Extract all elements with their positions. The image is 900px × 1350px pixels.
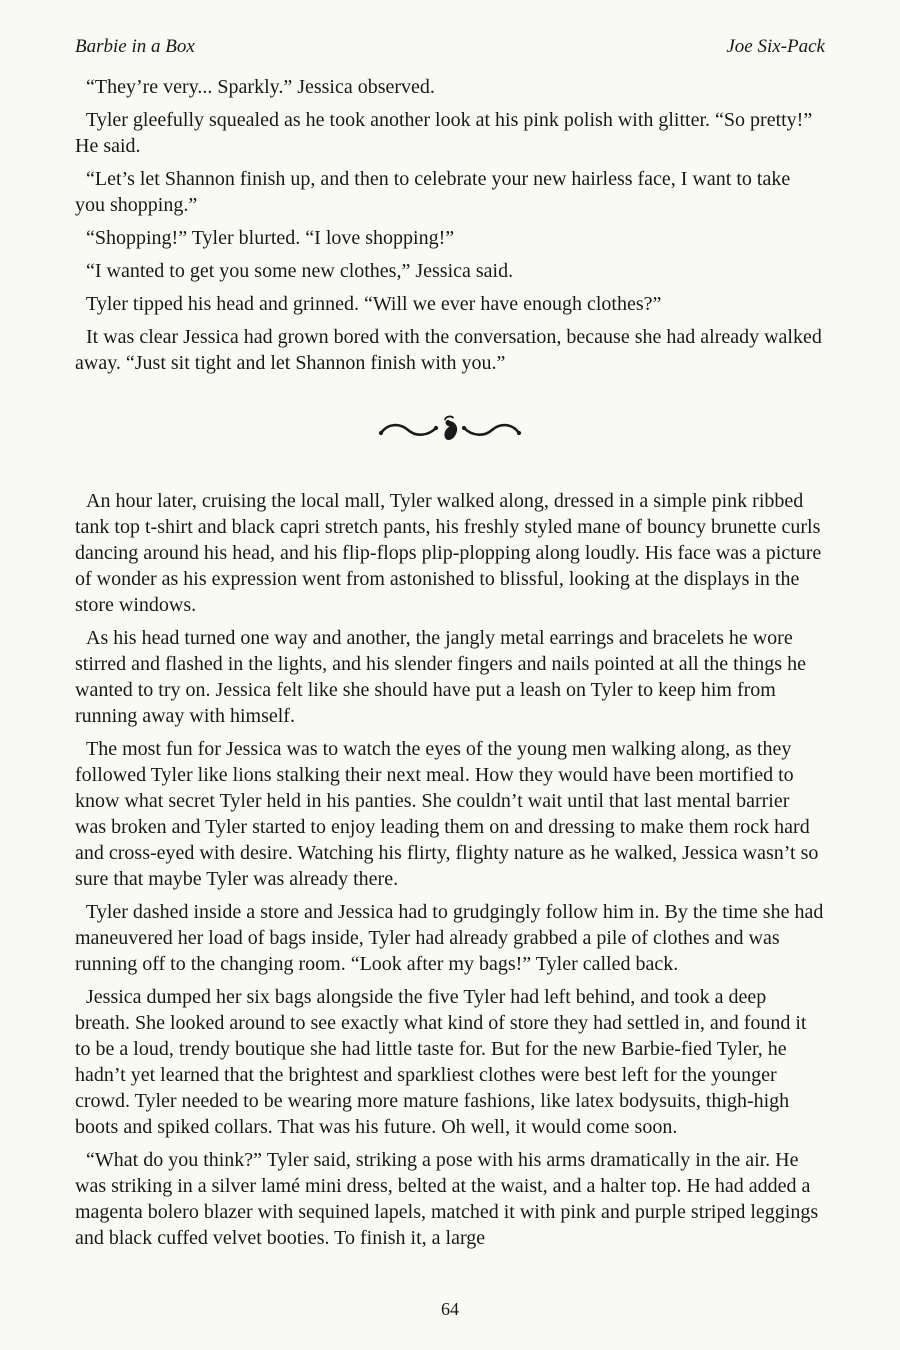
page-number: 64 [441,1299,459,1319]
paragraph: Tyler dashed inside a store and Jessica had to grudgingly follow him in. By the time she had maneuvered her load of bags inside, Tyler had already grabbed a pile of clothes and was running off to the changing room. “Look after my bags!” Tyler called back. [75,901,824,975]
paragraph: Tyler gleefully squealed as he took another look at his pink polish with glitter. “So pretty!” He said. [75,109,813,157]
paragraph: “Shopping!” Tyler blurted. “I love shopping!” [86,227,455,249]
paragraph: “What do you think?” Tyler said, striking a pose with his arms dramatically in the air. He was striking in a silver lamé mini dress, belted at the waist, and a halter top. He had added a magenta bolero blazer with sequined lapels, matched it with pink and purple striped leggings and black cuffed velvet booties. To finish it, a large [75,1149,819,1249]
page-footer [0,1299,900,1320]
paragraph: The most fun for Jessica was to watch the eyes of the young men walking along, as they followed Tyler like lions stalking their next meal. How they would have been mortified to know what secret Tyler held in his panties. She couldn’t wait until that last mental barrier was broken and Tyler started to enjoy leading them on and dressing to make them rock hard and cross-eyed with desire. Watching his flirty, flighty nature as he walked, Jessica wasn’t so sure that maybe Tyler was already there. [75,738,819,890]
paragraph: Jessica dumped her six bags alongside the five Tyler had left behind, and took a deep breath. She looked around to see exactly what kind of store they had settled in, and found it to be a loud, trendy boutique she had little taste for. But for the new Barbie-fied Tyler, he hadn’t yet learned that the brightest and sparkliest clothes were best left for the younger crowd. Tyler needed to be wearing more mature fashions, like latex bodysuits, thigh-high boots and spiked collars. That was his future. Oh well, it would come soon. [75,986,807,1138]
page-body [75,74,825,1251]
paragraph: “They’re very... Sparkly.” Jessica observed. [86,76,435,98]
book-title: Barbie in a Box [75,36,195,57]
author-name: Joe Six-Pack [726,36,825,57]
paragraph: “I wanted to get you some new clothes,” Jessica said. [86,260,514,282]
paragraph: It was clear Jessica had grown bored with the conversation, because she had already walked away. “Just sit tight and let Shannon finish with you.” [75,326,822,374]
running-header [75,36,825,58]
paragraph: As his head turned one way and another, the jangly metal earrings and bracelets he wore stirred and flashed in the lights, and his slender fingers and nails pointed at all the things he wanted to try on. Jessica felt like she should have put a leash on Tyler to keep him from running away with himself. [75,627,806,727]
paragraph: An hour later, cruising the local mall, Tyler walked along, dressed in a simple pink ribbed tank top t-shirt and black capri stretch pants, his freshly styled mane of bouncy brunette curls dancing around his head, and his flip-flops plip-plopping along loudly. His face was a picture of wonder as his expression went from astonished to blissful, looking at the displays in the store windows. [75,490,822,616]
paragraph: “Let’s let Shannon finish up, and then to celebrate your new hairless face, I want to take you shopping.” [75,168,791,216]
fleuron-swash-icon [375,412,525,448]
scene-break-ornament [75,412,825,448]
paragraph: Tyler tipped his head and grinned. “Will we ever have enough clothes?” [86,293,662,315]
